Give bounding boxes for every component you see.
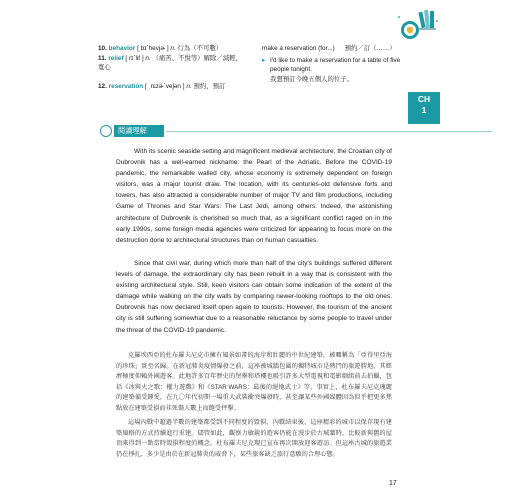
vocab-phrase-box <box>262 44 412 84</box>
vocab-number: 10. <box>98 45 107 52</box>
vocab-word: relief <box>108 55 124 62</box>
vocab-pos: n. <box>170 45 176 52</box>
example-sentence <box>262 56 412 84</box>
reading-icon <box>100 125 112 137</box>
vocab-item <box>98 82 248 91</box>
phrase-meaning: 預約／訂（……） <box>344 45 396 52</box>
vocab-pronunciation: [ bɪˋhevjɚ ] <box>137 45 169 52</box>
passage-paragraph-1: With its scenic seaside setting and magnificent medieval architecture, the Croatian city of Dubrovnik has a well-earned nickname: the Pearl of the Adriatic. Before the COVID-19 pandemic, the remarkable walled city, whose economy is extremely dependent on foreign visitors, was a major tourist draw. The location, with its centuries-old defensive forts and towers, has also attracted a considerable number of major TV and film productions, including Game of Thrones and Star Wars: The Last Jedi, among others. Indeed, the astonishing architecture of Dubrovnik is cherished so much that, as a significant conflict raged on in the early 1990s, some foreign media agencies were criticized for appearing to focus more on the destruction done to architectural structures than on human casualties. <box>116 148 392 244</box>
translation-paragraph-1: 克羅埃西亞的杜布羅夫尼克市擁有風景如畫的海岸和壯麗的中世紀建築，被暱稱為「亞得里亞海的珍珠」實至名歸。在新冠肺炎疫情爆發之前，這座被城牆包圍的獨特城市是熱門的旅遊勝地，其經濟極度仰賴外國遊客。此地許多百年歷史的堡壘和塔樓也吸引許多大型電視和電影劇組前去拍攝，包括《冰與火之歌：權力遊戲》和《STAR WARS：最後的絕地武士》等。事實上，杜布羅夫尼克瑰麗的建築備受鍾愛，在九〇年代初期一場重大武裝衝突爆發時，甚至讓某些外國媒體因為似乎把更多焦點放在建築受損而非死傷人數上而飽受抨擊。 <box>116 352 392 412</box>
passage-paragraph-2: Since that civil war, during which more than half of the city's buildings suffered different levels of damage, the extraordinary city has been rebuilt in a way that is consistent with the existing architectural style. Still, keen visitors can obtain some indication of the extent of the damage while walking on the city walls by comparing newer-looking rooftops to the old ones. Dubrovnik has now declared itself open again to tourists. However, the tourism of the ancient city is still suffering somewhat due to a reasonable reluctance by some people to travel under the threat of the COVID-19 pandemic. <box>116 260 392 334</box>
vocab-meaning: 行為（不可數） <box>177 45 223 52</box>
vocab-meaning: （痛苦、不悅等）解除／減輕，寬心 <box>98 55 242 72</box>
bullet-icon: ▸ <box>262 57 266 65</box>
vocab-pos: n. <box>145 55 151 62</box>
chapter-tab <box>408 92 440 124</box>
phrase <box>262 44 412 53</box>
chapter-label: CH <box>417 94 431 104</box>
phrase-text: make a reservation (for...) <box>262 45 335 52</box>
chapter-number: 1 <box>421 105 427 115</box>
vocab-word: reservation <box>108 83 144 90</box>
translation-paragraph-2: 這場內戰中超過半數的建築都受到不同程度的毀損，內戰結束後，這座精彩的城市以保存現有建築風格的方式持續進行重建。儘管如此，觀察力敏銳的遊客仍能在漫步於古城牆時，比較新與舊的屋頂來得到一點當時毀損程度的概念。杜布羅夫尼克現已宣布再次開放迎客遊訪。但這座古城的旅遊業仍在掙扎，多少是由於在新冠肺炎的威脅下，某些旅客缺乏旅行意願的合理心態。 <box>116 419 392 458</box>
vocab-pronunciation: [ ˌrɛzɚˋveʃən ] <box>144 83 185 90</box>
section-title: 閱讀理解 <box>114 125 164 137</box>
vocab-word: behavior <box>108 45 136 52</box>
vocab-meaning: 預約，預訂 <box>193 83 226 90</box>
vocab-pos: n. <box>186 83 192 90</box>
example-text: I'd like to make a reservation for a table of five people tonight. <box>270 57 401 74</box>
example-translation: 我想預訂今晚五個人的位子。 <box>270 75 354 83</box>
vocab-number: 12. <box>98 83 107 90</box>
vocab-item <box>98 44 268 53</box>
vocab-item <box>98 54 248 72</box>
page-number: 17 <box>389 480 397 487</box>
section-divider <box>166 131 492 132</box>
vocab-number: 11. <box>98 55 107 62</box>
vocab-pronunciation: [ rɪˋlif ] <box>125 55 144 62</box>
books-icon <box>392 6 440 46</box>
